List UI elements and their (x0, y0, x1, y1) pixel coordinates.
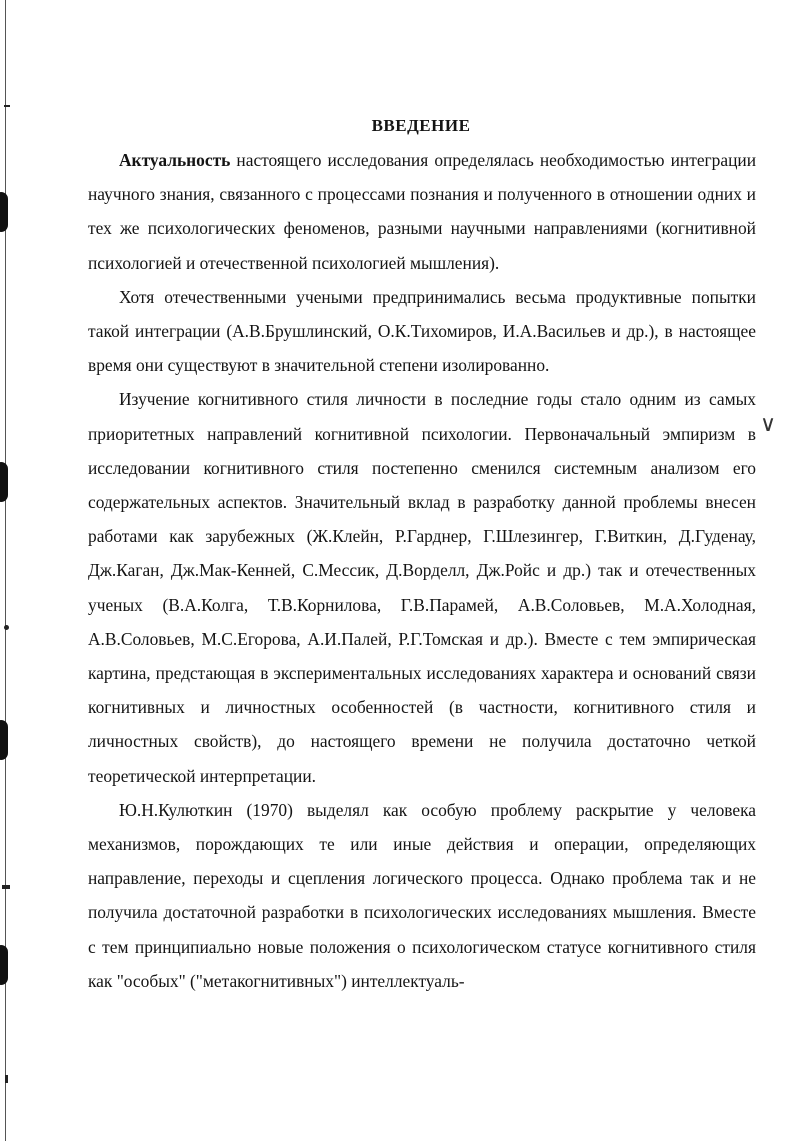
paragraph-cognitive-style: Изучение когнитивного стиля личности в последние годы стало одним из самых приоритетных направлений когнитивной психологии. Первоначальный эмпиризм в исследовании когнитивного стиля постепенно сменился системным анализом его содержательных аспектов. Значительный вклад в разработку данной проблемы внесен работами как зарубежных (Ж.Клейн, Р.Гарднер, Г.Шлезингер, Г.Виткин, Д.Гуденау, Дж.Каган, Дж.Мак-Кенней, С.Мессик, Д.Ворделл, Дж.Ройс и др.) так и отечественных ученых (В.А.Колга, Т.В.Корнилова, Г.В.Парамей, А.В.Соловьев, М.А.Холодная, А.В.Соловьев, М.С.Егорова, А.И.Палей, Р.Г.Томская и др.). Вместе с тем эмпирическая картина, предстающая в экспериментальных исследованиях характера и оснований связи когнитивных и личностных особенностей (в частности, когнитивного стиля и личностных свойств), до настоящего времени не получила достаточно четкой теоретической интерпретации. (88, 389, 756, 786)
scan-speck (4, 105, 10, 107)
page-title: ВВЕДЕНИЕ (371, 116, 471, 135)
paragraph-integration: Хотя отечественными учеными предпринимались весьма продуктивные попытки такой интеграции (А.В.Брушлинский, О.К.Тихомиров, И.А.Васильев и др.), в настоящее время они существуют в значительной степени изолированно. (88, 286, 756, 376)
handwritten-check-mark: ∨ (760, 412, 777, 437)
binder-hole (0, 720, 8, 760)
paragraph-relevance (88, 143, 756, 280)
paragraph-text: настоящего исследования определялась необходимостью интеграции научного знания, связанного с процессами познания и полученного в отношении одних и тех же психологических феноменов, разными научными направлениями (когнитивной психологией и отечественной психологией мышления). (88, 150, 756, 273)
scan-speck (5, 1075, 8, 1083)
binder-hole (0, 192, 8, 232)
paragraph-lead-term: Актуальность (119, 150, 231, 170)
binder-hole (0, 462, 8, 502)
scan-speck (2, 885, 10, 889)
binder-hole (0, 945, 8, 985)
paragraph-kulyutkin: Ю.Н.Кулюткин (1970) выделял как особую проблему раскрытие у человека механизмов, порождающих те или иные действия и операции, определяющих направление, переходы и сцепления логического процесса. Однако проблема так и не получила достаточной разработки в психологических исследованиях мышления. Вместе с тем принципиально новые положения о психологическом статусе когнитивного стиля как "особых" ("метакогнитивных") интеллектуаль- (88, 799, 756, 991)
scan-speck (4, 625, 9, 630)
body-text (88, 143, 756, 998)
